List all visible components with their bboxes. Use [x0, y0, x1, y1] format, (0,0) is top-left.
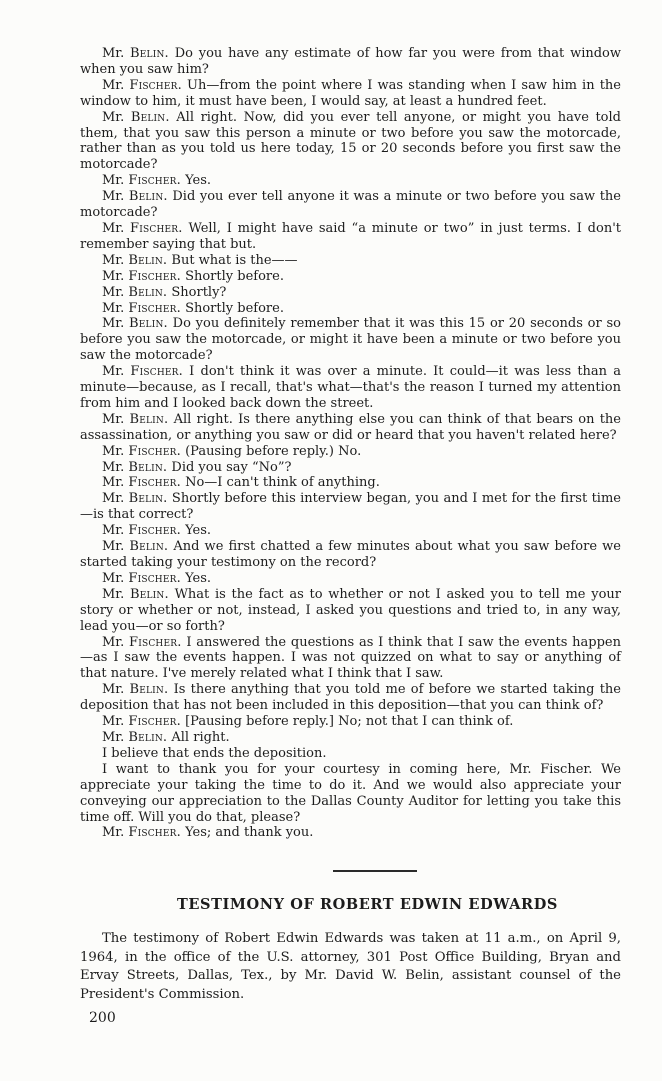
dialogue-text: (Pausing before reply.) No. — [185, 443, 362, 459]
speaker-title: Mr. — [102, 539, 130, 555]
speaker-label — [102, 714, 181, 729]
speaker-label — [102, 301, 181, 316]
dialogue-paragraph — [80, 635, 621, 683]
speaker-title: Mr. — [102, 300, 129, 316]
dialogue-paragraph — [80, 714, 621, 730]
dialogue-text: Yes. — [185, 523, 212, 539]
dialogue-text: Yes. — [185, 570, 212, 586]
speaker-title: Mr. — [102, 252, 129, 268]
speaker-name: Belin. — [129, 539, 169, 555]
speaker-name: Fischer. — [129, 77, 182, 93]
speaker-name: Belin. — [129, 316, 168, 332]
speaker-name: Fischer. — [128, 300, 181, 316]
dialogue-text: Uh—from the point where I was standing when I saw him in the window to him, it must have been, I would say, at least a hundred feet. — [80, 77, 621, 109]
dialogue-text: I believe that ends the deposition. — [102, 745, 327, 761]
speaker-title: Mr. — [102, 364, 131, 380]
dialogue-paragraph — [80, 460, 621, 476]
dialogue-text: But what is the—— — [171, 252, 298, 268]
speaker-label — [102, 173, 181, 188]
speaker-label — [102, 587, 169, 602]
speaker-title: Mr. — [102, 714, 129, 730]
dialogue-paragraph — [80, 110, 621, 174]
speaker-label — [102, 269, 181, 284]
dialogue-text: Shortly before this interview began, you and I met for the first time—is that correct? — [80, 491, 621, 523]
speaker-name: Fischer. — [128, 443, 181, 459]
speaker-label — [102, 285, 167, 300]
transcript-block — [80, 46, 621, 841]
speaker-label — [102, 444, 181, 459]
speaker-title: Mr. — [102, 411, 130, 427]
speaker-label — [102, 682, 168, 697]
dialogue-text: I want to thank you for your courtesy in coming here, Mr. Fischer. We appreciate your taking the time to do it. And we would also appreciate your conveying our appreciation to the Dallas County Auditor for letting you take this time off. Will you do that, please? — [80, 761, 621, 825]
section-divider — [333, 870, 417, 872]
speaker-title: Mr. — [102, 523, 129, 539]
speaker-name: Belin. — [128, 491, 168, 507]
speaker-title: Mr. — [102, 459, 129, 475]
speaker-title: Mr. — [102, 729, 129, 745]
speaker-title: Mr. — [102, 220, 131, 236]
dialogue-text: Shortly? — [171, 284, 227, 300]
speaker-title: Mr. — [102, 475, 129, 491]
speaker-name: Fischer. — [128, 475, 181, 491]
speaker-name: Fischer. — [128, 570, 181, 586]
dialogue-paragraph — [80, 269, 621, 285]
speaker-title: Mr. — [102, 443, 129, 459]
dialogue-paragraph — [80, 46, 621, 78]
speaker-label — [102, 221, 183, 236]
speaker-name: Belin. — [128, 284, 168, 300]
speaker-title: Mr. — [102, 109, 131, 125]
speaker-label — [102, 475, 181, 490]
speaker-name: Fischer. — [128, 714, 181, 730]
dialogue-paragraph — [80, 746, 621, 762]
speaker-label — [102, 825, 181, 840]
speaker-label — [102, 110, 170, 125]
dialogue-text: Do you definitely remember that it was this 15 or 20 seconds or so before you saw the motorcade, or might it have been a minute or two before you saw the motorcade? — [80, 316, 621, 364]
dialogue-text: I answered the questions as I think that I saw the events happen—as I saw the events happen. I was not quizzed on what to say or anything of that nature. I've merely related what I think that I saw. — [80, 634, 621, 682]
dialogue-text: Well, I might have said “a minute or two” in just terms. I don't remember saying that but. — [80, 220, 621, 252]
dialogue-text: All right. — [171, 729, 230, 745]
speaker-label — [102, 635, 182, 650]
dialogue-paragraph — [80, 539, 621, 571]
dialogue-text: No—I can't think of anything. — [185, 475, 380, 491]
speaker-name: Fischer. — [129, 634, 182, 650]
speaker-label — [102, 730, 167, 745]
speaker-title: Mr. — [102, 570, 129, 586]
speaker-title: Mr. — [102, 173, 129, 189]
speaker-label — [102, 491, 168, 506]
speaker-title: Mr. — [102, 189, 129, 205]
speaker-name: Fischer. — [128, 523, 181, 539]
speaker-name: Belin. — [130, 109, 170, 125]
dialogue-paragraph — [80, 316, 621, 364]
dialogue-paragraph — [80, 587, 621, 635]
speaker-name: Belin. — [128, 252, 168, 268]
dialogue-paragraph — [80, 189, 621, 221]
speaker-title: Mr. — [102, 46, 131, 61]
dialogue-paragraph — [80, 571, 621, 587]
dialogue-paragraph — [80, 412, 621, 444]
dialogue-paragraph — [80, 475, 621, 491]
speaker-title: Mr. — [102, 586, 130, 602]
testimony-intro: The testimony of Robert Edwin Edwards was taken at 11 a.m., on April 9, 1964, in the office of the U.S. attorney, 301 Post Office Building, Bryan and Ervay Streets, Dallas, Tex., by Mr. David W. Belin, assistant counsel of the President's Commission. — [80, 931, 621, 1002]
dialogue-text: Yes; and thank you. — [185, 825, 314, 841]
dialogue-text: Yes. — [185, 173, 212, 189]
speaker-name: Fischer. — [128, 173, 181, 189]
speaker-name: Belin. — [129, 682, 169, 698]
speaker-title: Mr. — [102, 316, 129, 332]
dialogue-text: Shortly before. — [185, 300, 284, 316]
speaker-name: Fischer. — [128, 268, 181, 284]
section-heading: TESTIMONY OF ROBERT EDWIN EDWARDS — [177, 896, 558, 913]
speaker-name: Belin. — [129, 586, 169, 602]
speaker-title: Mr. — [102, 825, 129, 841]
dialogue-paragraph — [80, 364, 621, 412]
speaker-name: Belin. — [128, 729, 168, 745]
speaker-title: Mr. — [102, 268, 129, 284]
speaker-name: Belin. — [129, 411, 169, 427]
dialogue-text: I don't think it was over a minute. It could—it was less than a minute—because, as I recall, that's what—that's the reason I turned my attention from him and I looked back down the street. — [80, 364, 621, 411]
speaker-label — [102, 364, 183, 379]
dialogue-text: And we first chatted a few minutes about what you saw before we started taking your testimony on the record? — [80, 539, 621, 570]
dialogue-paragraph — [80, 285, 621, 301]
speaker-title: Mr. — [102, 77, 130, 93]
speaker-label — [102, 539, 168, 554]
speaker-label — [102, 571, 181, 586]
dialogue-paragraph — [80, 682, 621, 714]
speaker-label — [102, 189, 168, 204]
speaker-title: Mr. — [102, 682, 130, 698]
speaker-title: Mr. — [102, 634, 129, 650]
speaker-name: Belin. — [128, 459, 168, 475]
dialogue-paragraph — [80, 444, 621, 460]
dialogue-paragraph — [80, 78, 621, 110]
speaker-label — [102, 316, 168, 331]
speaker-name: Fischer. — [128, 825, 181, 841]
dialogue-paragraph — [80, 491, 621, 523]
dialogue-paragraph — [80, 253, 621, 269]
dialogue-text: All right. Is there anything else you can think of that bears on the assassination, or anything you saw or did or heard that you haven't related here? — [80, 411, 621, 443]
speaker-name: Belin. — [128, 189, 168, 205]
speaker-name: Fischer. — [130, 220, 183, 236]
dialogue-text: What is the fact as to whether or not I asked you to tell me your story or whether or not, instead, I asked you questions and tried to, in any way, lead you—or so forth? — [80, 586, 621, 634]
speaker-label — [102, 78, 182, 93]
dialogue-text: Did you ever tell anyone it was a minute or two before you saw the motorcade? — [80, 189, 621, 221]
dialogue-text: Shortly before. — [185, 268, 284, 284]
speaker-name: Belin. — [130, 46, 169, 61]
dialogue-paragraph — [80, 762, 621, 826]
speaker-name: Fischer. — [130, 364, 183, 380]
dialogue-paragraph — [80, 730, 621, 746]
dialogue-list — [80, 46, 621, 841]
dialogue-text: All right. Now, did you ever tell anyone, or might you have told them, that you saw this person a minute or two before you saw the motorcade, rather than as you told us here today, 15 or 20 seconds before you first saw the motorcade? — [80, 109, 621, 173]
dialogue-paragraph — [80, 301, 621, 317]
speaker-label — [102, 46, 169, 61]
speaker-title: Mr. — [102, 284, 129, 300]
dialogue-paragraph — [80, 221, 621, 253]
speaker-title: Mr. — [102, 491, 129, 507]
dialogue-paragraph — [80, 523, 621, 539]
dialogue-text: Do you have any estimate of how far you were from that window when you saw him? — [80, 46, 621, 77]
dialogue-paragraph — [80, 173, 621, 189]
speaker-label — [102, 523, 181, 538]
page-number: 200 — [89, 1010, 116, 1026]
dialogue-text: Did you say “No”? — [171, 459, 292, 475]
speaker-label — [102, 412, 168, 427]
dialogue-text: Is there anything that you told me of before we started taking the deposition that has not been included in this deposition—that you can think of? — [80, 682, 621, 714]
speaker-label — [102, 253, 167, 268]
dialogue-paragraph — [80, 825, 621, 841]
speaker-label — [102, 460, 167, 475]
dialogue-text: [Pausing before reply.] No; not that I can think of. — [185, 714, 514, 730]
